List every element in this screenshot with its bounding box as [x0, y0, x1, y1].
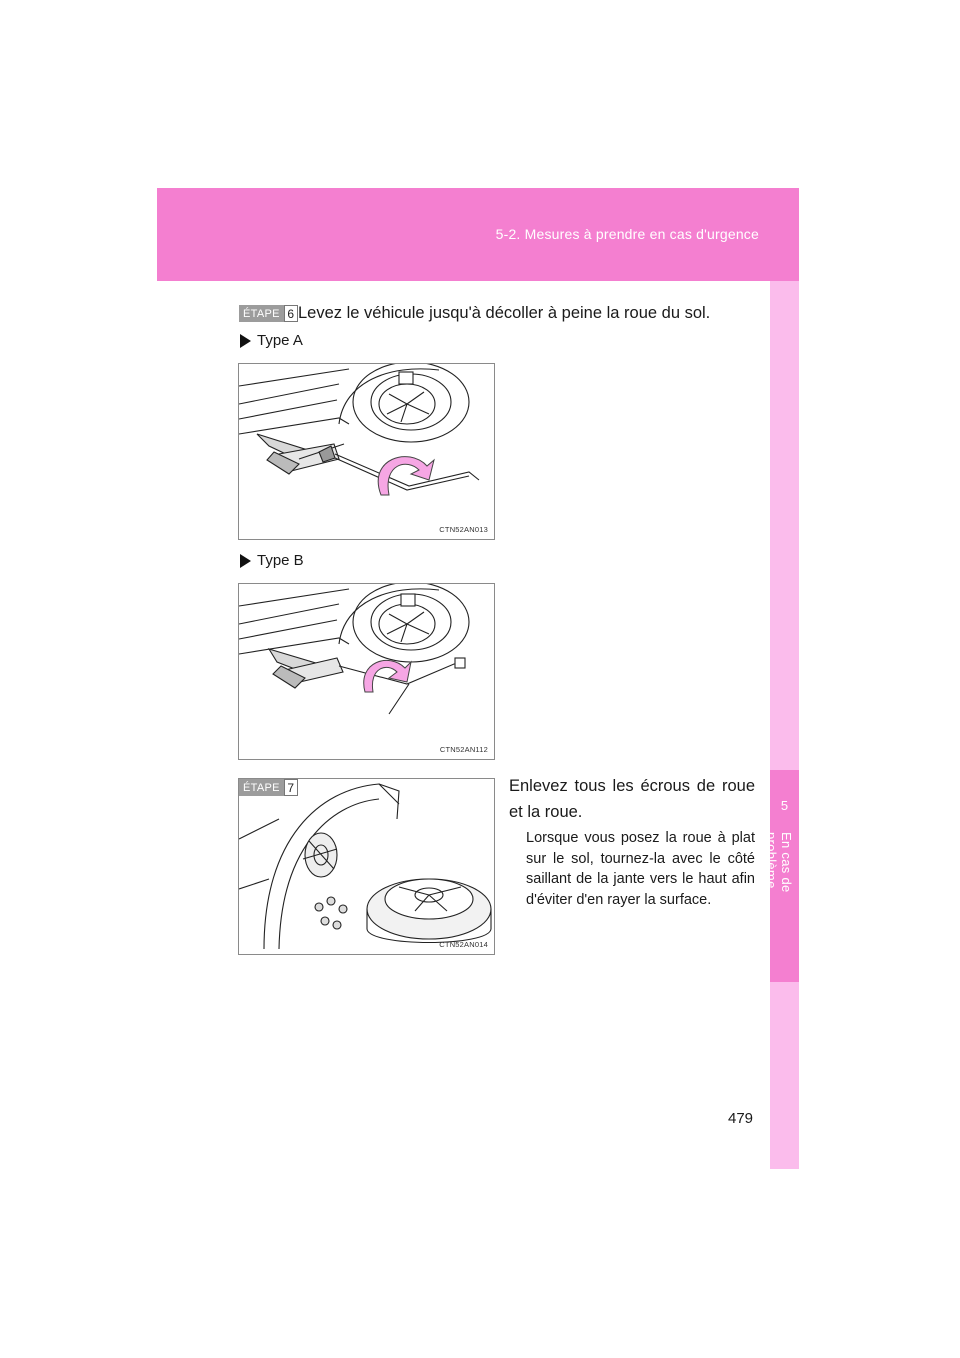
figure-code: CTN52AN013	[439, 525, 488, 534]
side-tab	[764, 281, 799, 1169]
type-a-heading	[240, 332, 303, 349]
step7-instruction: Enlevez tous les écrous de roue et la roue.	[509, 777, 755, 821]
step-badge-number: 7	[284, 779, 298, 796]
type-b-heading	[240, 552, 304, 569]
step-badge-label: ÉTAPE	[239, 779, 284, 796]
step-badge-6	[239, 305, 298, 322]
jack-type-a-illustration	[239, 364, 495, 540]
figure-code: CTN52AN014	[439, 940, 488, 949]
triangle-bullet-icon	[240, 554, 251, 568]
chapter-label: En cas de problème	[764, 832, 794, 893]
page-number: 479	[728, 1110, 754, 1127]
chapter-number: 5	[780, 798, 789, 813]
wheel-removed-illustration	[239, 779, 495, 955]
type-b-label: Type B	[257, 552, 304, 569]
figure-type-a	[238, 363, 495, 540]
section-title: 5-2. Mesures à prendre en cas d'urgence	[495, 226, 759, 242]
step-badge-label: ÉTAPE	[239, 305, 284, 322]
triangle-bullet-icon	[240, 334, 251, 348]
figure-step7	[238, 778, 495, 955]
step-badge-7	[239, 779, 298, 796]
step-badge-number: 6	[284, 305, 298, 322]
header-band	[157, 188, 799, 281]
figure-type-b	[238, 583, 495, 760]
figure-code: CTN52AN112	[439, 745, 488, 754]
jack-type-b-illustration	[239, 584, 495, 760]
step7-note: Lorsque vous posez la roue à plat sur le sol, tournez-la avec le côté saillant de la jante vers le haut afin d'éviter d'en rayer la surface.	[526, 830, 755, 908]
type-a-label: Type A	[257, 332, 303, 349]
step6-instruction: Levez le véhicule jusqu'à décoller à peine la roue du sol.	[298, 304, 711, 322]
